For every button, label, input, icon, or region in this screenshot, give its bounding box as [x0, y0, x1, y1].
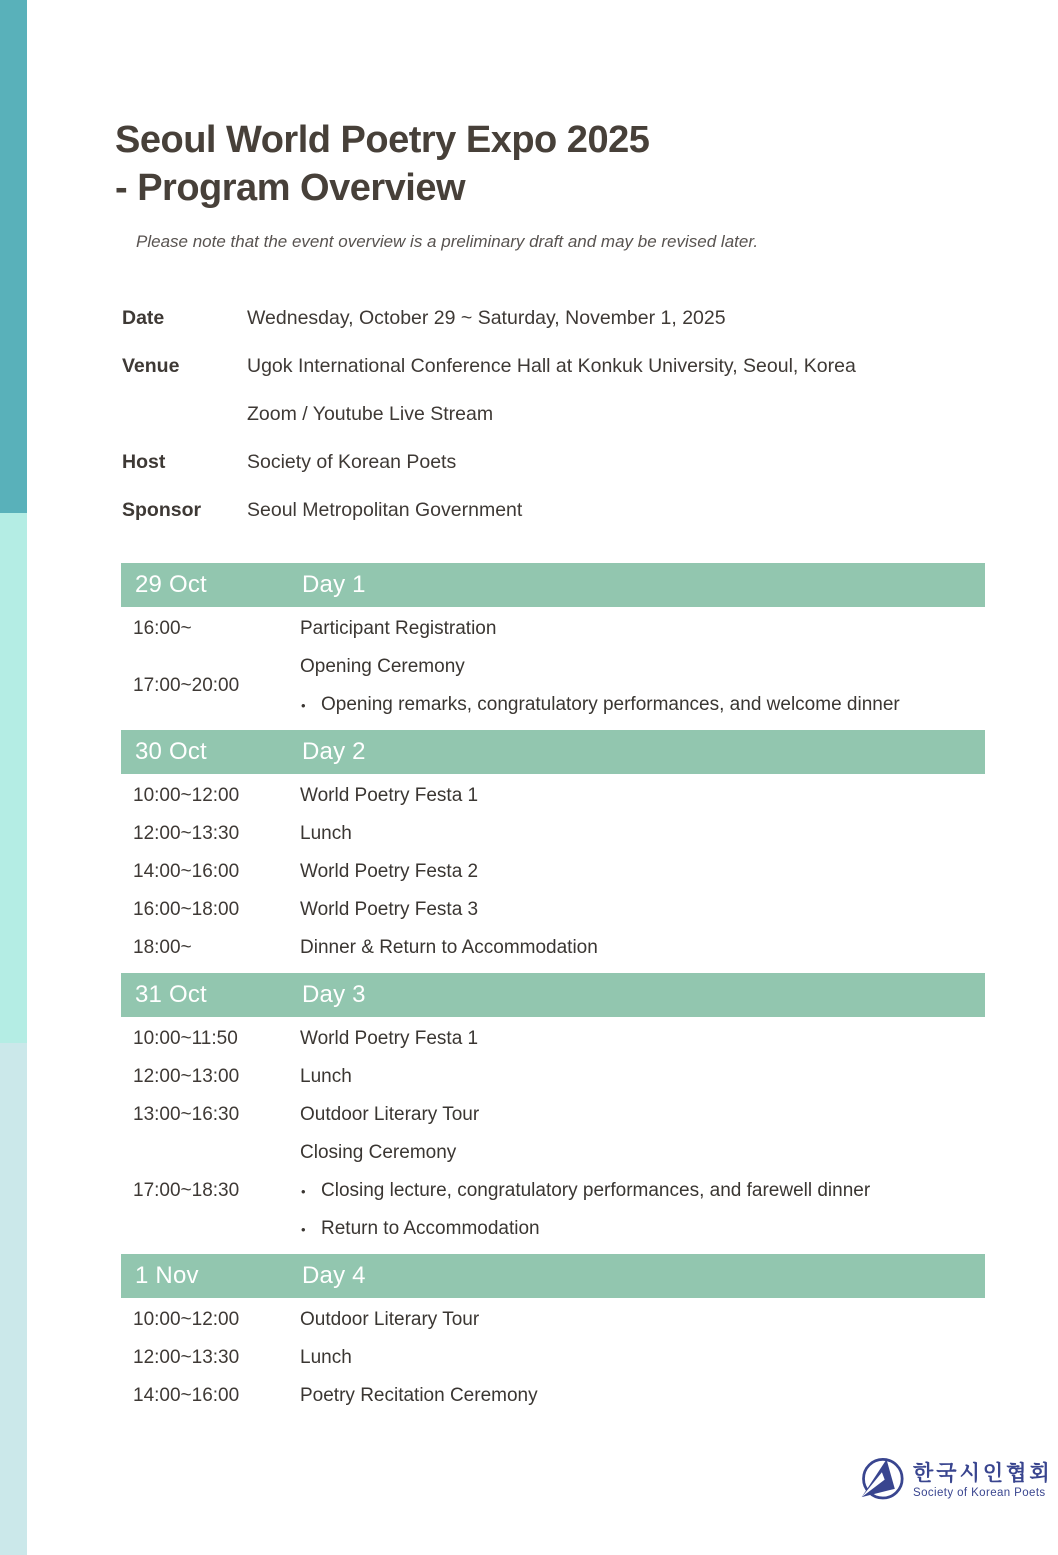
table-row	[133, 1339, 985, 1377]
day1-rows	[121, 607, 985, 730]
venue-line2: Zoom / Youtube Live Stream	[247, 403, 494, 425]
table-row	[133, 610, 985, 648]
day2-rows	[121, 774, 985, 973]
event-title: Outdoor Literary Tour	[300, 1309, 480, 1330]
day1-header	[121, 563, 985, 607]
table-row	[133, 1301, 985, 1339]
day4-date: 1 Nov	[135, 1262, 199, 1289]
event-title: Dinner & Return to Accommodation	[300, 937, 598, 958]
table-row	[133, 777, 985, 815]
program-schedule	[121, 563, 985, 1421]
day3-date: 31 Oct	[135, 981, 207, 1008]
disclaimer-note: Please note that the event overview is a preliminary draft and may be revised later.	[136, 232, 759, 251]
day3-header	[121, 973, 985, 1017]
meta-label-venue: Venue	[122, 355, 180, 377]
event-title: Poetry Recitation Ceremony	[300, 1385, 538, 1406]
event-time: 10:00~11:50	[133, 1028, 238, 1049]
meta-value-host: Society of Korean Poets	[247, 451, 457, 473]
table-row	[133, 648, 985, 724]
meta-row-date	[122, 294, 1002, 342]
venue-line1: Ugok International Conference Hall at Konkuk University, Seoul, Korea	[247, 355, 856, 377]
meta-label-host: Host	[122, 451, 166, 473]
table-row	[133, 1134, 985, 1248]
event-meta	[122, 294, 1002, 534]
table-row	[133, 929, 985, 967]
event-time: 17:00~18:30	[133, 1180, 240, 1201]
event-title: Opening Ceremony	[300, 656, 465, 677]
event-title: World Poetry Festa 1	[300, 1028, 479, 1049]
table-row	[133, 1096, 985, 1134]
meta-row-host	[122, 438, 1002, 486]
meta-row-venue	[122, 342, 1002, 438]
table-row	[133, 853, 985, 891]
event-detail: Opening remarks, congratulatory performances, and welcome dinner	[321, 694, 900, 715]
table-row	[133, 1058, 985, 1096]
table-row	[133, 891, 985, 929]
day2-date: 30 Oct	[135, 738, 207, 765]
event-time: 14:00~16:00	[133, 1385, 240, 1406]
sidebar-accent-top	[0, 0, 27, 513]
table-row	[133, 1377, 985, 1415]
event-time: 12:00~13:00	[133, 1066, 240, 1087]
meta-value-sponsor: Seoul Metropolitan Government	[247, 499, 523, 521]
page-title	[115, 116, 649, 212]
event-title: World Poetry Festa 3	[300, 899, 479, 920]
meta-label-sponsor: Sponsor	[122, 499, 202, 521]
event-time: 17:00~20:00	[133, 675, 240, 696]
event-time: 12:00~13:30	[133, 823, 240, 844]
meta-row-sponsor	[122, 486, 1002, 534]
event-title: World Poetry Festa 1	[300, 785, 479, 806]
day4-label: Day 4	[302, 1262, 366, 1289]
event-time: 14:00~16:00	[133, 861, 240, 882]
page-title-line2: - Program Overview	[115, 167, 466, 209]
day1-label: Day 1	[302, 571, 366, 598]
day3-label: Day 3	[302, 981, 366, 1008]
event-time: 16:00~18:00	[133, 899, 240, 920]
logo-english-name: Society of Korean Poets	[913, 1487, 1046, 1499]
sidebar-accent-bottom	[0, 1043, 27, 1555]
bullet-icon: •	[301, 697, 306, 713]
sidebar-accent-middle	[0, 513, 27, 1043]
event-title: Lunch	[300, 823, 352, 844]
table-row	[133, 1020, 985, 1058]
day1-date: 29 Oct	[135, 571, 207, 598]
event-title: Participant Registration	[300, 618, 497, 639]
day3-rows	[121, 1017, 985, 1254]
day2-label: Day 2	[302, 738, 366, 765]
event-title: Outdoor Literary Tour	[300, 1104, 480, 1125]
event-detail: Closing lecture, congratulatory performances, and farewell dinner	[321, 1180, 871, 1201]
event-title: Lunch	[300, 1066, 352, 1087]
day2-header	[121, 730, 985, 774]
event-title: Closing Ceremony	[300, 1142, 457, 1163]
society-logo-icon	[858, 1455, 904, 1507]
event-time: 18:00~	[133, 937, 192, 958]
event-time: 10:00~12:00	[133, 1309, 240, 1330]
organization-logo	[858, 1455, 1053, 1507]
event-time: 16:00~	[133, 618, 192, 639]
day4-rows	[121, 1298, 985, 1421]
page-title-line1: Seoul World Poetry Expo 2025	[115, 119, 650, 161]
logo-korean-name: 한국시인협회	[913, 1462, 1053, 1485]
meta-value-venue	[247, 342, 856, 438]
event-detail: Return to Accommodation	[321, 1218, 540, 1239]
day4-header	[121, 1254, 985, 1298]
event-time: 12:00~13:30	[133, 1347, 240, 1368]
bullet-icon: •	[301, 1183, 306, 1199]
meta-label-date: Date	[122, 307, 165, 329]
event-time: 13:00~16:30	[133, 1104, 240, 1125]
meta-value-date: Wednesday, October 29 ~ Saturday, November 1, 2025	[247, 307, 726, 329]
table-row	[133, 815, 985, 853]
event-time: 10:00~12:00	[133, 785, 240, 806]
event-title: Lunch	[300, 1347, 352, 1368]
bullet-icon: •	[301, 1221, 306, 1237]
event-title: World Poetry Festa 2	[300, 861, 479, 882]
